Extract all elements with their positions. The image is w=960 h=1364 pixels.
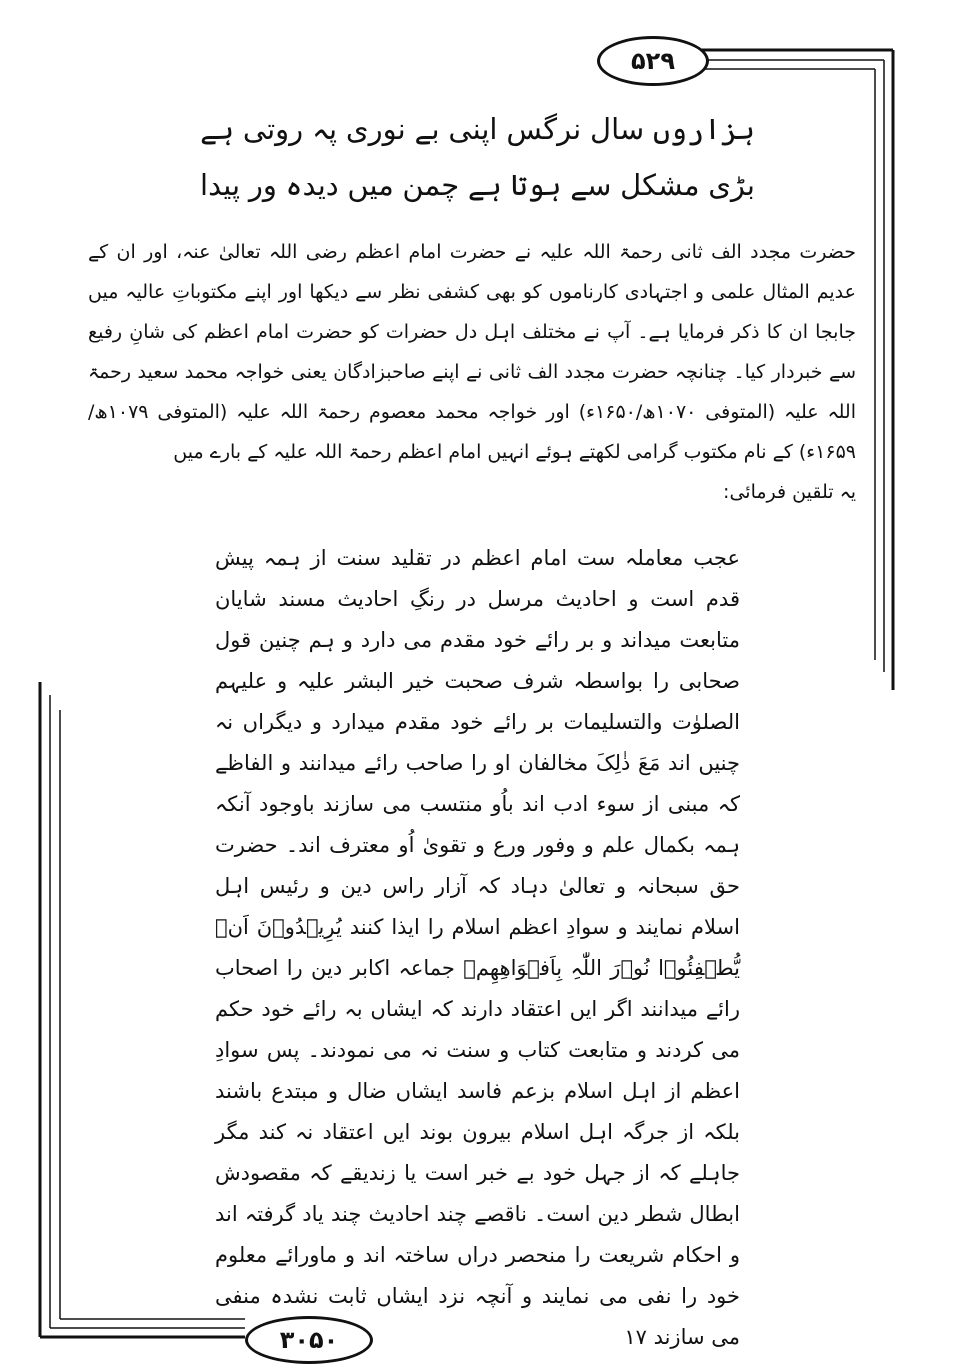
couplet-line-1	[200, 112, 755, 146]
page-number-bottom: ۳۰۵۰	[245, 1316, 373, 1364]
couplet-word: نوری	[345, 112, 406, 146]
couplet-word: پیدا	[200, 168, 241, 202]
intro-tail: یہ تلقین فرمائی:	[723, 481, 856, 503]
couplet-word: ہے	[467, 168, 502, 202]
couplet-word: بے	[414, 112, 440, 146]
couplet-word: چمن	[402, 168, 460, 202]
couplet-word: مشکل	[620, 168, 700, 202]
couplet-word: دیدہ	[285, 168, 339, 202]
couplet-word: ہے	[200, 112, 235, 146]
couplet-word: پہ	[312, 112, 338, 146]
persian-quote-block	[215, 538, 740, 1358]
couplet-line-2	[200, 168, 755, 202]
quote-text: عجب معاملہ ست امام اعظم در تقلید سنت از ہمہ پیش قدم است و احادیث مرسل در رنگِ احادیث مسند شایان متابعت میداند و بر رائے خود مقدم می دارد و ہم چنین قول صحابی را بواسطہ شرف صحبت خیر البشر علیہ و علیہم الصلوٰت والتسلیمات بر رائے خود مقدم میدارد و دیگراں نہ چنیں اند مَعَ ذٰلِکَ مخالفان او را صاحب رائے میدانند و الفاظے کہ مبنی از سوء ادب اند باُو منتسب می سازند باوجود آنکہ ہمہ بکمال علم و وفور ورع و تقویٰ اُو معترف اند۔ حضرت حق سبحانہ و تعالیٰ دہاد کہ آزار راس دین و رئیس اہل اسلام نمایند و سوادِ اعظم اسلام را ایذا کنند یُرِیۡدُوۡنَ اَنۡ یُّطۡفِئُوۡا نُوۡرَ اللّٰہِ بِاَفۡوَاهِهِمۡ جماعہ اکابر دین را اصحاب رائے میدانند اگر ایں اعتقاد دارند کہ ایشاں بہ رائے خود حکم می کردند و متابعت کتاب و سنت نہ می نمودند۔ پس سوادِ اعظم از اہل اسلام بزعم فاسد ایشاں ضال و مبتدع باشند بلکہ از جرگہ اہل اسلام بیرون بوند ایں اعتقاد نہ کند مگر جاہلے کہ از جہل خود بے خبر است یا زندیقے کہ مقصودش ابطال شطر دین است۔ ناقصے چند احادیث چند یاد گرفتہ اند و احکام شریعت را منحصر دراں ساختہ اند و ماورائے معلوم خود را نفی می نمایند و آنچہ نزد ایشاں ثابت نشدہ منفی می سازند ۱۷	[215, 546, 740, 1349]
couplet-word: روتی	[242, 112, 304, 146]
couplet-word: سے	[570, 168, 612, 202]
couplet-word: بڑی	[708, 168, 755, 202]
couplet-word: ور	[248, 168, 277, 202]
couplet-word: ہوتا	[510, 168, 562, 202]
couplet-word: میں	[347, 168, 394, 202]
couplet-word: نرگس	[506, 112, 582, 146]
intro-paragraph	[88, 232, 856, 512]
couplet-word: سال	[590, 112, 645, 146]
intro-text: حضرت مجدد الف ثانی رحمۃ اللہ علیہ نے حضرت امام اعظم رضی اللہ تعالیٰ عنہ، اور ان کے عدیم المثال علمی و اجتہادی کارناموں کو بھی کشفی نظر سے دیکھا اور اپنے مکتوباتِ عالیہ میں جابجا ان کا ذکر فرمایا ہے۔ آپ نے مختلف اہل دل حضرات کو حضرت امام اعظم کی شانِ رفیع سے خبردار کیا۔ چنانچہ حضرت مجدد الف ثانی نے اپنے صاحبزادگان یعنی خواجہ محمد سعید رحمۃ اللہ علیہ (المتوفی ۱۰۷۰ھ/۱۶۵۰ء) اور خواجہ محمد معصوم رحمۃ اللہ علیہ (المتوفی ۱۰۷۹ھ/۱۶۵۹ء) کے نام مکتوب گرامی لکھتے ہوئے انہیں امام اعظم رحمۃ اللہ علیہ کے بارے میں	[88, 241, 856, 463]
couplet-word: اپنی	[448, 112, 498, 146]
couplet-word: ہزاروں	[653, 112, 755, 146]
page-number-top: ۵۲۹	[597, 36, 709, 86]
